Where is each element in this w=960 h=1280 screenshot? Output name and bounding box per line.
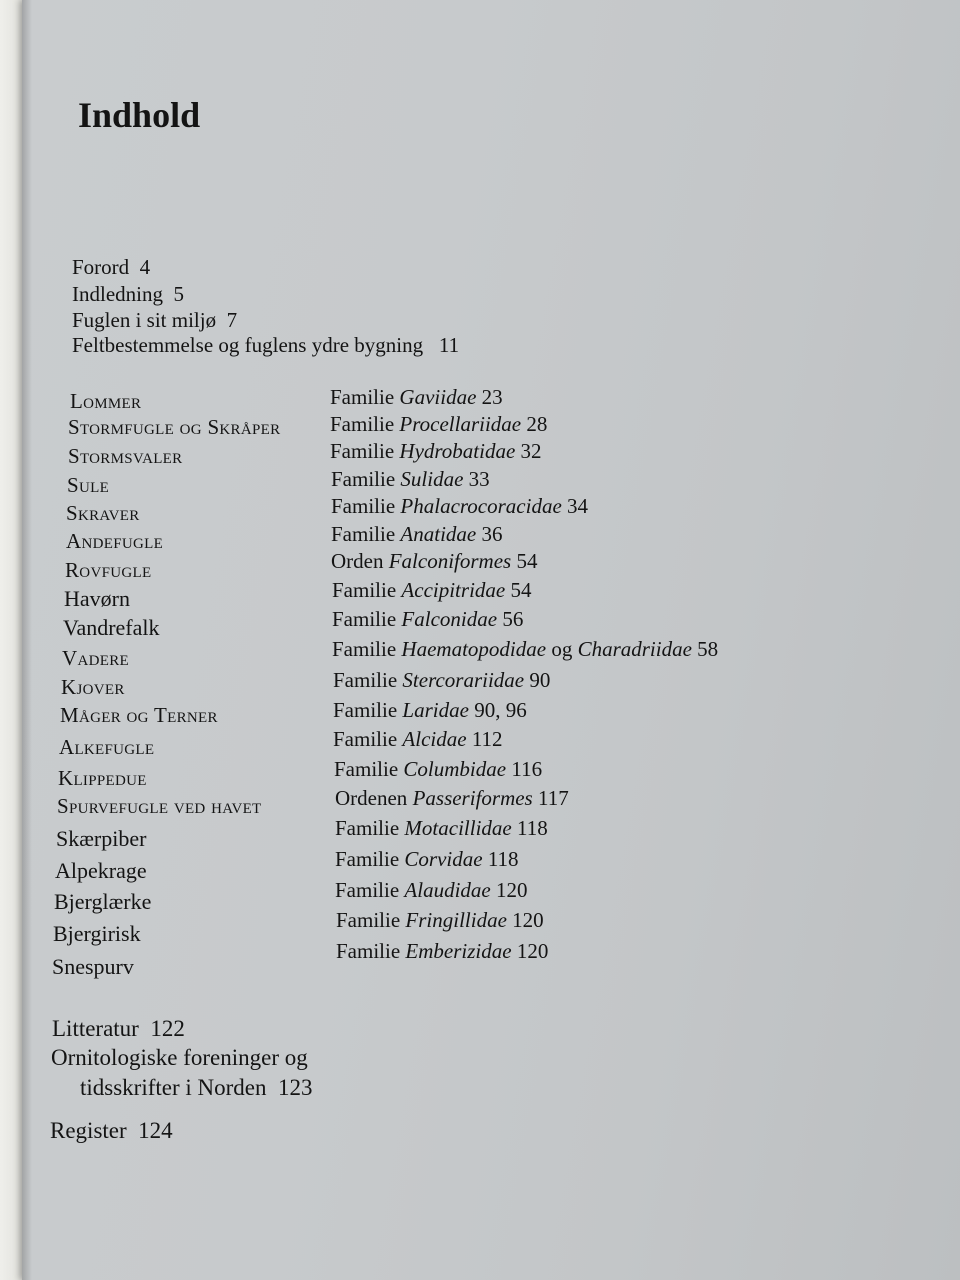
- toc-entry: [72, 333, 459, 358]
- group-name: Andefugle: [66, 529, 164, 553]
- taxon-page: 118: [516, 816, 548, 840]
- taxon-page: 32: [520, 439, 542, 463]
- taxon-name: Fringillidae: [405, 908, 507, 932]
- toc-entry: [50, 1118, 173, 1144]
- taxon-name: Laridae: [402, 698, 469, 722]
- toc-entry: [51, 1045, 308, 1071]
- taxon-page: 56: [502, 607, 524, 631]
- taxon-page: 120: [516, 939, 549, 963]
- toc-entry: [72, 255, 150, 280]
- taxon-rank: Familie: [332, 578, 397, 602]
- taxon-entry: [336, 908, 544, 933]
- taxon-name: Charadriidae: [577, 637, 692, 661]
- taxon-conjunction: og: [551, 637, 573, 661]
- taxon-entry: [332, 637, 718, 662]
- page-title: Indhold: [78, 95, 201, 135]
- taxon-page: 90, 96: [474, 698, 527, 722]
- taxon-name: Haematopodidae: [401, 637, 547, 661]
- taxon-entry: [333, 727, 503, 752]
- taxon-name: Corvidae: [404, 847, 483, 871]
- toc-entry-title: tidsskrifter i Norden: [80, 1075, 267, 1100]
- taxon-name: Anatidae: [400, 522, 477, 546]
- taxon-name: Sulidae: [400, 467, 464, 491]
- taxon-page: 117: [537, 786, 569, 810]
- taxon-rank: Familie: [332, 607, 397, 631]
- taxon-page: 33: [468, 467, 490, 491]
- group-name: Alpekrage: [55, 858, 147, 883]
- taxon-rank: Familie: [333, 668, 398, 692]
- taxon-rank: Orden: [331, 549, 384, 573]
- toc-entry-title: Feltbestemmelse og fuglens ydre bygning: [72, 333, 424, 357]
- taxon-name: Alaudidae: [404, 878, 491, 902]
- taxon-name: Alcidae: [402, 727, 467, 751]
- group-name: Havørn: [64, 586, 130, 611]
- taxon-entry: [335, 786, 569, 811]
- taxon-page: 120: [512, 908, 544, 932]
- taxon-rank: Familie: [331, 467, 396, 491]
- taxon-name: Accipitridae: [401, 578, 506, 602]
- taxon-entry: [332, 607, 523, 632]
- group-name: Bjergirisk: [53, 921, 141, 946]
- taxon-entry: [330, 439, 542, 464]
- taxon-page: 54: [510, 578, 532, 602]
- taxon-entry: [335, 878, 528, 903]
- group-name: Spurvefugle ved havet: [57, 794, 262, 818]
- taxon-rank: Familie: [333, 727, 398, 751]
- toc-entry-page: 4: [139, 255, 151, 279]
- taxon-name: Columbidae: [403, 757, 507, 781]
- group-name: Skraver: [66, 501, 140, 525]
- taxon-entry: [336, 939, 548, 964]
- group-name: Kjover: [61, 675, 125, 699]
- group-name: Stormfugle og Skråper: [68, 415, 281, 439]
- taxon-rank: Ordenen: [335, 786, 408, 810]
- taxon-rank: Familie: [330, 385, 395, 409]
- taxon-rank: Familie: [335, 847, 400, 871]
- taxon-rank: Familie: [330, 412, 395, 436]
- toc-entry-title: Ornitologiske foreninger og: [51, 1045, 308, 1070]
- toc-entry-title: Forord: [72, 255, 130, 279]
- group-name: Stormsvaler: [68, 444, 183, 468]
- taxon-entry: [331, 549, 537, 574]
- taxon-name: Passeriformes: [412, 786, 533, 810]
- taxon-page: 116: [511, 757, 543, 781]
- taxon-entry: [331, 522, 503, 547]
- taxon-rank: Familie: [334, 757, 399, 781]
- taxon-rank: Familie: [335, 816, 400, 840]
- taxon-entry: [335, 847, 519, 872]
- group-name: Måger og Terner: [60, 703, 218, 727]
- toc-entry-title: Litteratur: [52, 1016, 139, 1041]
- group-name: Klippedue: [58, 766, 147, 790]
- taxon-name: Emberizidae: [405, 939, 512, 963]
- toc-entry-page: 7: [226, 308, 238, 332]
- taxon-entry: [334, 757, 542, 782]
- taxon-page: 112: [471, 727, 503, 751]
- taxon-rank: Familie: [331, 522, 396, 546]
- taxon-rank: Familie: [332, 637, 397, 661]
- group-name: Alkefugle: [59, 735, 155, 759]
- taxon-page: 58: [697, 637, 719, 661]
- taxon-entry: [335, 816, 548, 841]
- toc-entry-page: 123: [278, 1075, 313, 1100]
- taxon-page: 118: [487, 847, 519, 871]
- taxon-page: 34: [567, 494, 589, 518]
- taxon-rank: Familie: [330, 439, 395, 463]
- toc-entry-page: 122: [150, 1016, 185, 1041]
- group-name: Vadere: [62, 646, 129, 670]
- taxon-rank: Familie: [331, 494, 396, 518]
- taxon-name: Gaviidae: [399, 385, 477, 409]
- toc-entry: [72, 282, 184, 307]
- taxon-entry: [332, 578, 531, 603]
- taxon-entry: [330, 385, 503, 410]
- toc-entry: [52, 1016, 185, 1042]
- taxon-name: Hydrobatidae: [399, 439, 516, 463]
- toc-entry-page: 11: [438, 333, 460, 357]
- taxon-rank: Familie: [333, 698, 398, 722]
- taxon-page: 120: [496, 878, 528, 902]
- taxon-entry: [330, 412, 547, 437]
- taxon-page: 36: [481, 522, 503, 546]
- taxon-page: 23: [481, 385, 503, 409]
- taxon-name: Stercorariidae: [402, 668, 525, 692]
- taxon-entry: [333, 668, 550, 693]
- group-name: Vandrefalk: [63, 615, 160, 640]
- taxon-name: Falconiformes: [388, 549, 512, 573]
- taxon-name: Phalacrocoracidae: [400, 494, 562, 518]
- toc-entry: [80, 1075, 313, 1101]
- taxon-page: 54: [516, 549, 538, 573]
- group-name: Bjerglærke: [54, 889, 152, 914]
- toc-entry: [72, 308, 237, 333]
- taxon-name: Falconidae: [401, 607, 498, 631]
- toc-entry-title: Fuglen i sit miljø: [72, 308, 217, 332]
- taxon-entry: [331, 467, 490, 492]
- taxon-rank: Familie: [336, 908, 401, 932]
- group-name: Skærpiber: [56, 826, 147, 851]
- taxon-rank: Familie: [335, 878, 400, 902]
- taxon-rank: Familie: [336, 939, 401, 963]
- group-name: Snespurv: [52, 954, 134, 979]
- taxon-name: Motacillidae: [404, 816, 512, 840]
- taxon-page: 28: [526, 412, 548, 436]
- taxon-entry: [331, 494, 588, 519]
- taxon-entry: [333, 698, 527, 723]
- group-name: Sule: [67, 473, 110, 497]
- group-name: Rovfugle: [65, 558, 152, 582]
- taxon-name: Procellariidae: [399, 412, 522, 436]
- toc-entry-page: 5: [173, 282, 184, 306]
- group-name: Lommer: [70, 389, 142, 413]
- toc-entry-title: Indledning: [72, 282, 163, 306]
- toc-entry-page: 124: [138, 1118, 173, 1143]
- toc-entry-title: Register: [50, 1118, 127, 1143]
- taxon-page: 90: [529, 668, 551, 692]
